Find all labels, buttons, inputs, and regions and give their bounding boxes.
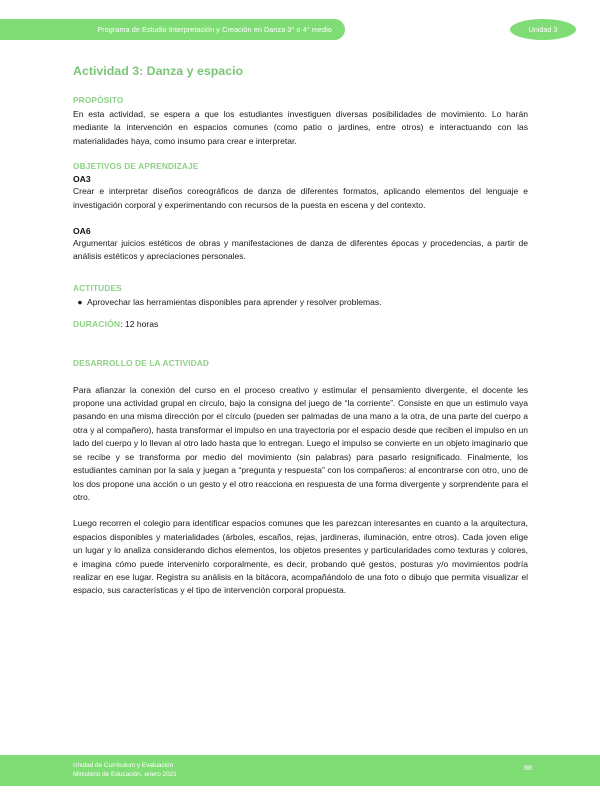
footer-attribution: [73, 761, 177, 780]
section-heading-actitudes: ACTITUDES: [73, 282, 122, 293]
footer-line-1: Unidad de Currículum y Evaluación: [73, 762, 174, 769]
page-number: 88: [524, 763, 532, 772]
section-heading-objetivos: OBJETIVOS DE APRENDIZAJE: [73, 161, 199, 172]
header-program-band: [0, 19, 345, 40]
list-item: [73, 296, 528, 309]
duration-value: : 12 horas: [120, 319, 159, 330]
desarrollo-paragraph-1: Para afianzar la conexión del curso en el proceso creativo y estimular el pensamiento divergente, el docente les propone una actividad grupal en círculo, bajo la consigna del juego de “la corriente”. Consiste en que un estimulo vaya pasando en una misma dirección por el círculo (pueden ser palmadas de una mano a la otra, de una parte del cuerpo a otra y al compañero), hasta transformar el impulso en una trayectoria por el espacio desde que reciben el impulso en un lado del cuerpo y lo llevan al otro lado hasta que lo entregan. Luego el impulso se convierte en un objeto imaginario que se recibe y se transforma por medio del movimiento (sin palabras) para pasarlo resignificado. Finalmente, los estudiantes caminan por la sala y juegan a “pregunta y respuesta” con los compañeros: al encontrarse con otro, uno de los dos propone una acción o un gesto y el otro reacciona en respuesta de una forma divergente y sorprendente para el otro.: [73, 384, 528, 502]
duration-label: DURACIÓN: [73, 319, 121, 330]
objetivo-text-oa6: Argumentar juicios estéticos de obras y manifestaciones de danza de diferentes épocas y procedencias, a partir de análisis estéticos y apreciaciones personales.: [73, 238, 528, 262]
footer-line-2: Ministerio de Educación, enero 2021: [73, 771, 177, 779]
objetivo-code-oa3: OA3: [73, 174, 91, 185]
unit-badge: [510, 19, 576, 40]
header-program-title: Programa de Estudio Interpretación y Creación en Danza 3° o 4° medio: [97, 25, 332, 34]
unit-badge-label: Unidad 3: [528, 25, 558, 34]
desarrollo-paragraph-2: Luego recorren el colegio para identificar espacios comunes que les parezcan interesantes en cuanto a la arquitectura, espacios disponibles y materialidades (árboles, escaños, rejas, jardineras, iluminación, entre otros). Cada joven elige un lugar y lo analiza considerando dichos elementos, los objetos presentes y particularidades como texturas y colores, e imagina cómo puede intervenirlo corporalmente, es decir, probando qué gestos, posturas y/o movimientos podría realizar en ese lugar. Registra su análisis en la bitácora, acompañándolo de una foto o dibujo que permita visualizar el espacio, sus características y el tipo de intervención corporal propuesta.: [73, 518, 528, 596]
objetivo-code-oa6: OA6: [73, 226, 91, 237]
actitud-text: Aprovechar las herramientas disponibles para aprender y resolver problemas.: [87, 296, 382, 307]
page-title: Actividad 3: Danza y espacio: [73, 64, 244, 78]
section-heading-desarrollo: DESARROLLO DE LA ACTIVIDAD: [73, 357, 210, 368]
duration-line: [73, 318, 528, 331]
bullet-dot-icon: ●: [77, 296, 83, 307]
proposito-paragraph: En esta actividad, se espera a que los estudiantes investiguen diversas posibilidades de movimiento. Lo harán mediante la intervención en espacios comunes (como patio o jardines, entre otros) e interactuando con las materialidades haya, como insumo para crear e interpretar.: [73, 109, 528, 146]
section-heading-proposito: PROPÓSITO: [73, 95, 124, 105]
document-content: [73, 64, 528, 598]
objetivo-text-oa3: Crear e interpretar diseños coreográficos de danza de diferentes formatos, aplicando elementos del lenguaje e investigación corporal y experimentando con recursos de la puesta en escena y del contexto.: [73, 186, 528, 210]
